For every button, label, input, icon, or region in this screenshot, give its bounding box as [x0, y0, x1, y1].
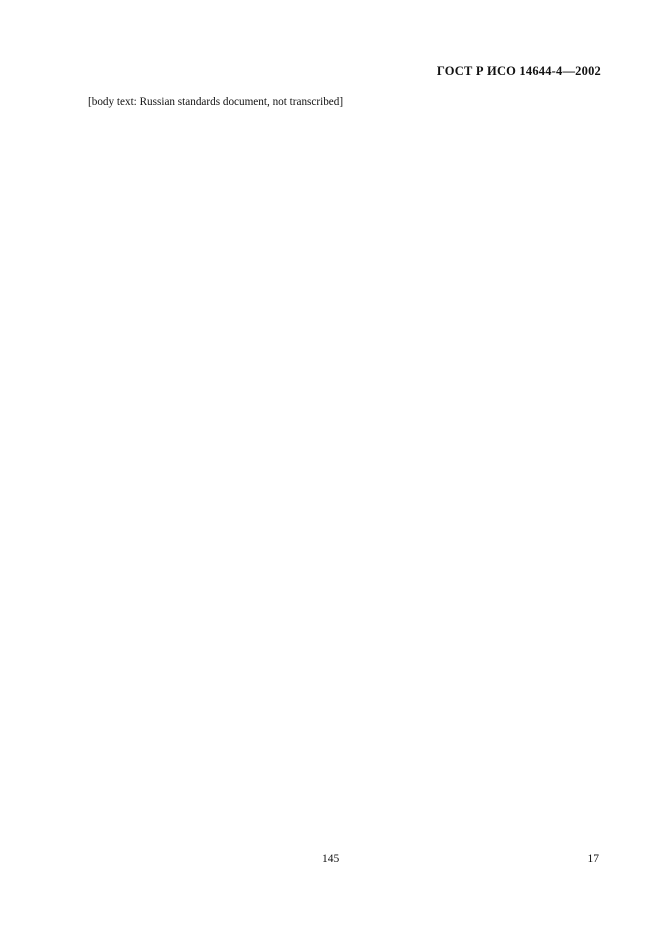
page-number-center: 145 [322, 853, 340, 865]
standard-code-header: ГОСТ Р ИСО 14644-4—2002 [436, 64, 601, 78]
page-number-right: 17 [587, 853, 599, 865]
paragraph: [body text: Russian standards document, not transcribed] [88, 96, 344, 108]
document-body [62, 96, 598, 111]
